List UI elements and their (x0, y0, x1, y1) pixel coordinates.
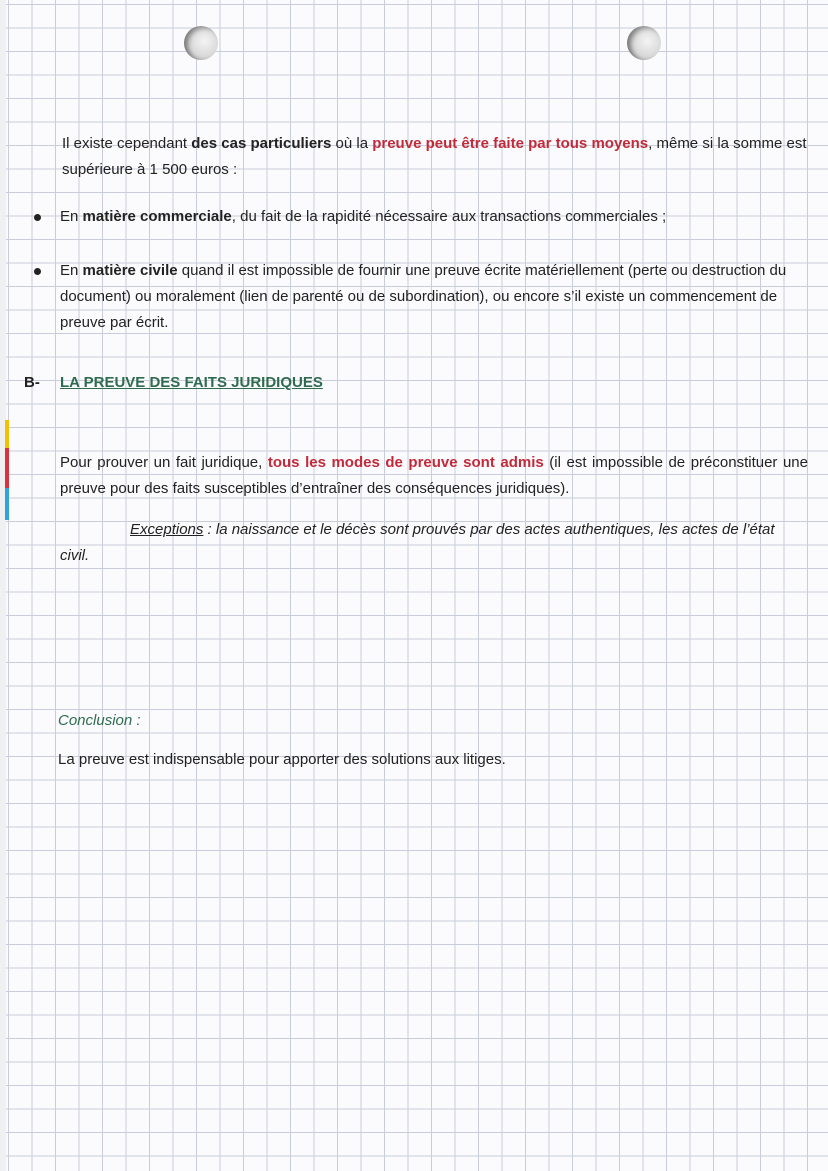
bullet-dot (34, 214, 41, 221)
conclusion-text: La preuve est indispensable pour apporter des solutions aux litiges. (58, 751, 506, 768)
section-heading-b (24, 370, 323, 396)
section-title: LA PREUVE DES FAITS JURIDIQUES (60, 374, 323, 391)
intro-paragraph: Il existe cependant des cas particuliers où la preuve peut être faite par tous moyens, même si la somme est supérieure à 1 500 euros : (62, 135, 807, 178)
exceptions-label: Exceptions (130, 521, 204, 538)
section-letter: B- (24, 374, 40, 391)
exceptions-paragraph: Exceptions : la naissance et le décès sont prouvés par des actes authentiques, les actes de l’état civil. (60, 521, 775, 564)
color-tab-strip (5, 420, 9, 520)
fait-juridique-paragraph: Pour prouver un fait juridique, tous les modes de preuve sont admis (il est impossible de préconstituer une preuve pour des faits susceptibles d’entraîner des conséquences juridiques). (60, 454, 808, 497)
conclusion-title: Conclusion : (58, 712, 141, 729)
punch-hole-left (184, 26, 218, 60)
punch-hole-right (627, 26, 661, 60)
page-margin (0, 0, 6, 1171)
bullet-dot (34, 268, 41, 275)
